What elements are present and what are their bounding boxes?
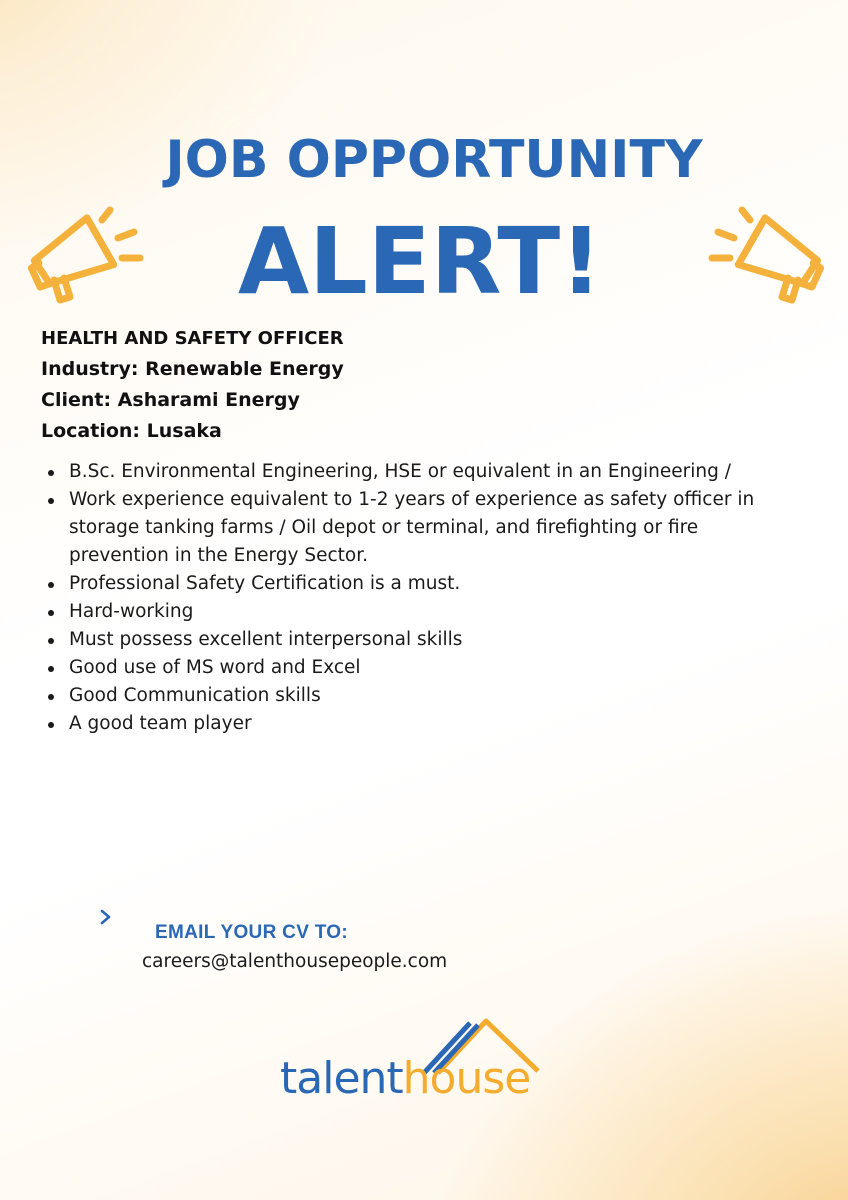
- requirement-item: Work experience equivalent to 1-2 years of experience as safety officer in storage tanking farms / Oil depot or terminal, and firefighting or fire prevention in the Energy Sector.: [47, 486, 767, 570]
- headline-job-opportunity: JOB OPPORTUNITY: [165, 130, 703, 190]
- email-cv-label: EMAIL YOUR CV TO:: [155, 922, 349, 943]
- logo-wordmark-talent: talent: [280, 1053, 403, 1104]
- megaphone-icon: [24, 200, 149, 310]
- requirement-item: B.Sc. Environmental Engineering, HSE or equivalent in an Engineering /: [47, 458, 767, 486]
- logo-wordmark: [280, 1051, 530, 1107]
- job-location: Location: Lusaka: [41, 420, 222, 442]
- megaphone-icon: [703, 200, 828, 310]
- job-industry: Industry: Renewable Energy: [41, 358, 344, 380]
- job-client: Client: Asharami Energy: [41, 389, 300, 411]
- chevron-right-icon: [99, 908, 113, 926]
- job-title: HEALTH AND SAFETY OFFICER: [41, 328, 344, 349]
- requirement-item: Good use of MS word and Excel: [47, 654, 767, 682]
- requirements-list: [47, 458, 767, 738]
- email-address-link[interactable]: careers@talenthousepeople.com: [142, 951, 448, 972]
- headline-alert: ALERT!: [237, 208, 603, 315]
- requirement-item: Good Communication skills: [47, 682, 767, 710]
- requirement-item: Professional Safety Certification is a must.: [47, 570, 767, 598]
- talenthouse-logo: [280, 1015, 550, 1107]
- requirement-item: Must possess excellent interpersonal skills: [47, 626, 767, 654]
- logo-wordmark-house: house: [402, 1053, 531, 1104]
- requirement-item: A good team player: [47, 710, 767, 738]
- requirement-item: Hard-working: [47, 598, 767, 626]
